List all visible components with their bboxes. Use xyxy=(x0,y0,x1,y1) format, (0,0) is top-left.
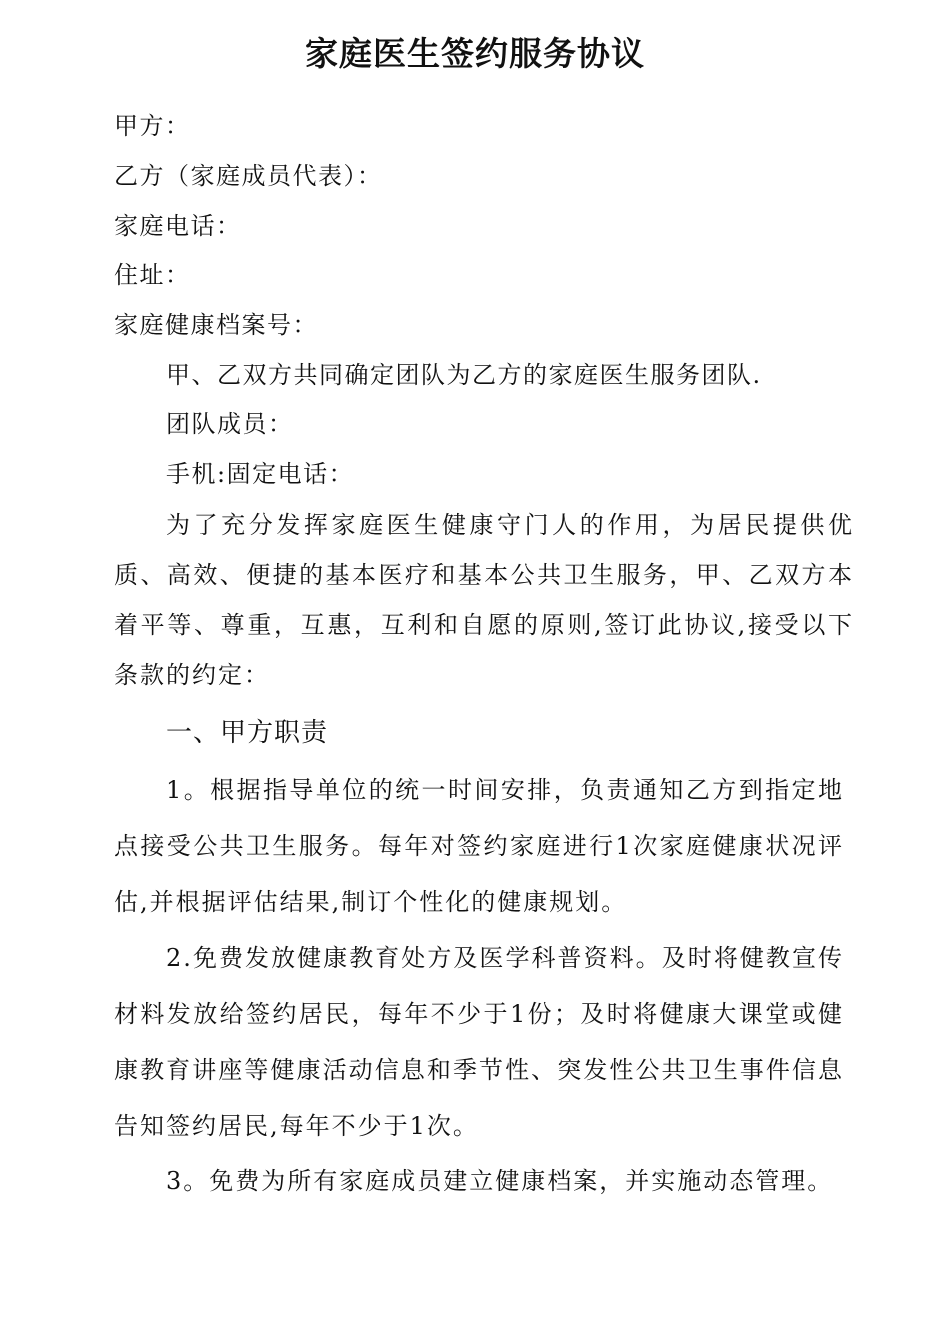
health-record-number-field: 家庭健康档案号： xyxy=(114,311,318,339)
clause-2: 2.免费发放健康教育处方及医学科普资料。及时将健教宣传材料发放给签约居民，每年不少于1份；及时将健康大课堂或健康教育讲座等健康活动信息和季节性、突发性公共卫生事件信息告知签约居民,每年不少于1次。 xyxy=(114,944,844,1140)
family-phone-field: 家庭电话： xyxy=(114,212,242,240)
clause-1: 1。根据指导单位的统一时间安排，负责通知乙方到指定地点接受公共卫生服务。每年对签约家庭进行1次家庭健康状况评估,并根据评估结果,制订个性化的健康规划。 xyxy=(114,776,844,916)
document-title: 家庭医生签约服务协议 xyxy=(305,34,645,73)
clause-3: 3。免费为所有家庭成员建立健康档案，并实施动态管理。 xyxy=(166,1167,834,1195)
team-members-field: 团队成员： xyxy=(166,410,294,438)
party-a-field: 甲方： xyxy=(114,112,191,140)
section-heading-party-a-duties: 一、甲方职责 xyxy=(166,718,329,748)
party-b-field: 乙方（家庭成员代表）： xyxy=(114,162,383,190)
address-field: 住址： xyxy=(114,261,191,289)
team-phone-field: 手机:固定电话： xyxy=(166,460,355,488)
team-statement: 甲、乙双方共同确定团队为乙方的家庭医生服务团队. xyxy=(166,361,762,389)
intro-paragraph: 为了充分发挥家庭医生健康守门人的作用，为居民提供优质、高效、便捷的基本医疗和基本公共卫生服务，甲、乙双方本着平等、尊重，互惠，互利和自愿的原则,签订此协议,接受以下条款的约定： xyxy=(114,511,854,689)
